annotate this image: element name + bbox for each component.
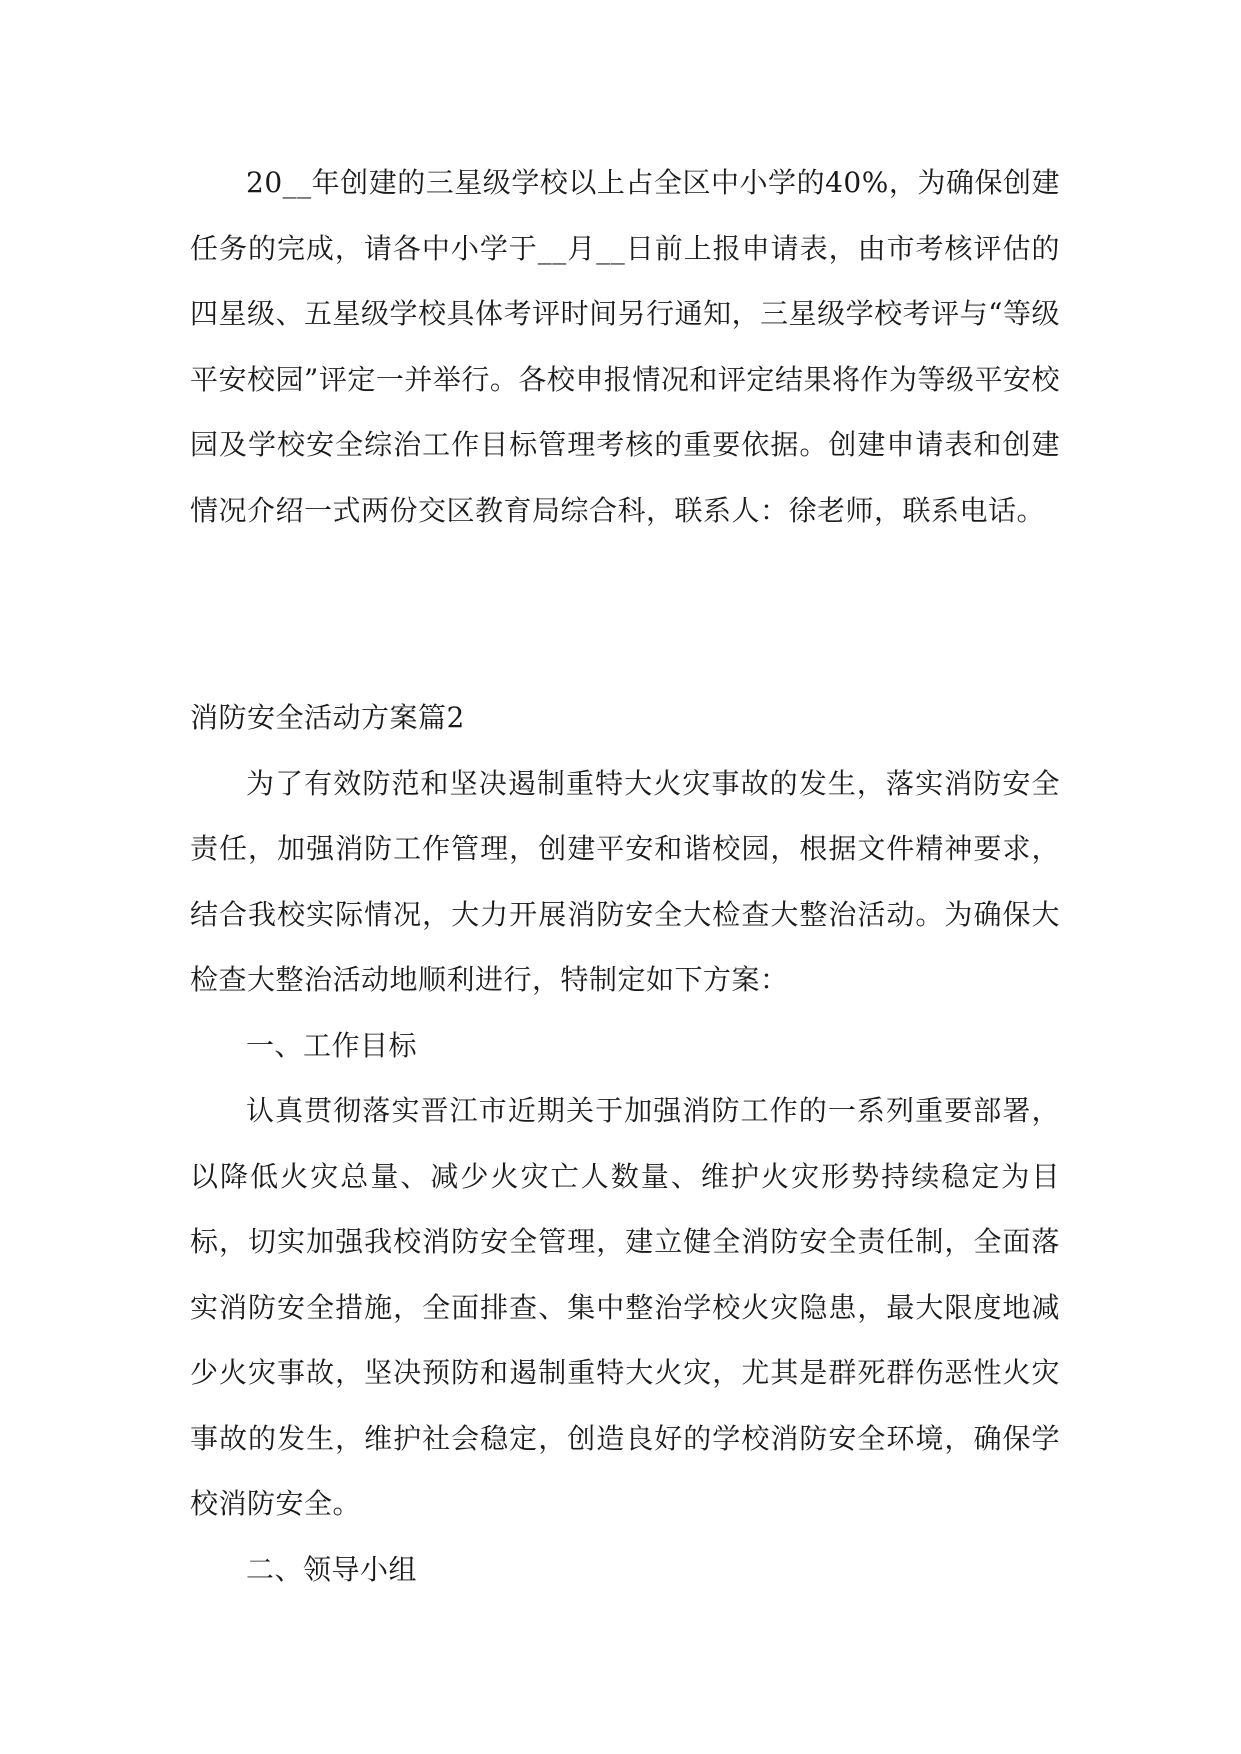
document-section-1 xyxy=(190,150,1060,543)
document-section-2 xyxy=(190,685,1060,1602)
paragraph-creation-notice: 20__年创建的三星级学校以上占全区中小学的40%，为确保创建任务的完成，请各中小学于__月__日前上报申请表，由市考核评估的四星级、五星级学校具体考评时间另行通知，三星级学校考评与“等级平安校园”评定一并举行。各校申报情况和评定结果将作为等级平安校园及学校安全综治工作目标管理考核的重要依据。创建申请表和创建情况介绍一式两份交区教育局综合科，联系人：徐老师，联系电话。 xyxy=(190,166,1060,527)
heading-leadership-group: 二、领导小组 xyxy=(246,1552,418,1586)
section-title: 消防安全活动方案篇2 xyxy=(190,701,465,734)
paragraph-fire-safety-intro: 为了有效防范和坚决遏制重特大火灾事故的发生，落实消防安全责任，加强消防工作管理，创建平安和谐校园，根据文件精神要求，结合我校实际情况，大力开展消防安全大检查大整治活动。为确保大检查大整治活动地顺利进行，特制定如下方案： xyxy=(190,766,1060,996)
paragraph-work-goals: 认真贯彻落实晋江市近期关于加强消防工作的一系列重要部署，以降低火灾总量、减少火灾亡人数量、维护火灾形势持续稳定为目标，切实加强我校消防安全管理，建立健全消防安全责任制，全面落实消防安全措施，全面排查、集中整治学校火灾隐患，最大限度地减少火灾事故，坚决预防和遏制重特大火灾，尤其是群死群伤恶性火灾事故的发生，维护社会稳定，创造良好的学校消防安全环境，确保学校消防安全。 xyxy=(190,1094,1060,1520)
heading-work-goals: 一、工作目标 xyxy=(246,1028,418,1062)
